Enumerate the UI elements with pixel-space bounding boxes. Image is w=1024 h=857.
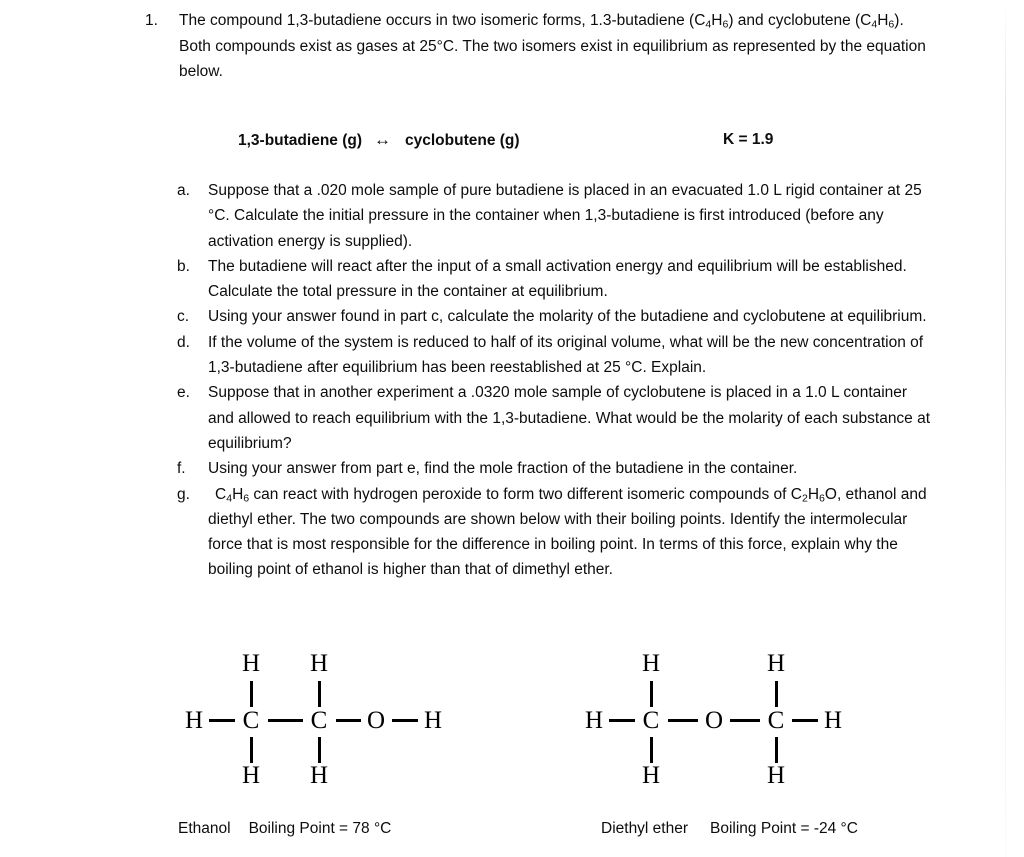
question-part-a [175, 178, 935, 254]
question-text-part-3: ). Both compounds exist as gases at 25°C. The two isomers exist in equilibrium as represented by the equation below. [179, 12, 926, 80]
atom-oxygen: O [704, 707, 724, 734]
formula-c4h6-h: H [232, 485, 244, 503]
bond-vertical-bottom-1 [650, 737, 653, 763]
part-g-text-a: can react with hydrogen peroxide to form two different isomeric compounds of C [249, 485, 802, 503]
diethyl-ether-structure-diagram [578, 645, 868, 797]
question-part-d [175, 330, 935, 381]
bond-horizontal-2 [268, 719, 303, 722]
diethyl-ether-name-label: Diethyl ether [601, 820, 689, 837]
formula-c4h6-sub6: 6 [243, 491, 250, 504]
bond-vertical-bottom-2 [318, 737, 321, 763]
part-letter: d. [177, 333, 190, 351]
molecule-captions [0, 818, 1024, 848]
bond-horizontal-4 [792, 719, 818, 722]
atom-carbon-2: C [767, 707, 785, 734]
part-letter: a. [177, 182, 190, 199]
question-1 [145, 8, 935, 85]
formula-c2h6o-h: H [807, 485, 820, 503]
part-g-text-b: , ethanol and diethyl ether. The two compounds are shown below with their boiling points. Identify the intermolecular force that is most responsible for the difference in boiling point. In terms of this force, explain why the boiling point of ethanol is higher than that of dimethyl ether. [208, 485, 927, 579]
equilibrium-arrow-icon: ↔ [374, 130, 392, 149]
question-text-h1: H [711, 12, 723, 29]
question-part-c [175, 304, 935, 329]
diethyl-ether-boiling-point: Boiling Point = -24 °C [710, 820, 858, 837]
question-number: 1. [145, 12, 158, 29]
atom-carbon-2: C [310, 707, 328, 734]
atom-hydrogen-right: H [823, 707, 843, 734]
part-text: Suppose that in another experiment a .0320 mole sample of cyclobutene is placed in a 1.0 L container and allowed to reach equilibrium with the 1,3-butadiene. What would be the molarity of each substance at equilibrium? [208, 384, 931, 452]
part-text: Suppose that a .020 mole sample of pure butadiene is placed in an evacuated 1.0 L rigid container at 25 °C. Calculate the initial pressure in the container when 1,3-butadiene is first introduced (before any activation energy is supplied). [208, 182, 922, 250]
atom-hydrogen-bottom-2: H [766, 762, 786, 789]
ethanol-structure-diagram [178, 645, 468, 797]
part-letter: e. [177, 384, 190, 402]
part-letter: c. [177, 308, 190, 326]
atom-carbon-1: C [642, 707, 660, 734]
subscript-c4: 4 [705, 18, 712, 31]
atom-hydrogen-top-2: H [309, 650, 329, 677]
bond-vertical-bottom-1 [250, 737, 253, 763]
atom-hydrogen-bottom-1: H [241, 762, 261, 789]
formula-c2h6o-sub6: 6 [819, 491, 825, 504]
question-part-e [175, 380, 935, 456]
part-letter: b. [177, 257, 190, 275]
molecular-structures [0, 645, 1024, 805]
equation-product: cyclobutene (g) [405, 132, 520, 149]
question-text-part-2: ) and cyclobutene (C [728, 12, 872, 29]
equation-reactant: 1,3-butadiene (g) [238, 132, 363, 149]
formula-c4h6-sub4: 4 [226, 491, 233, 504]
bond-horizontal-4 [392, 719, 418, 722]
formula-c4h6-c: C [215, 485, 227, 503]
equilibrium-constant: K = 1.9 [723, 131, 774, 148]
part-text: Using your answer from part e, find the mole fraction of the butadiene in the container. [208, 460, 798, 478]
question-text-part-1: The compound 1,3-butadiene occurs in two isomeric forms, 1.3-butadiene (C [179, 12, 706, 29]
ethanol-name-label: Ethanol [178, 820, 231, 837]
question-part-b [175, 254, 935, 305]
bond-horizontal-1 [609, 719, 635, 722]
part-text: The butadiene will react after the input of a small activation energy and equilibrium will be established. Calculate the total pressure in the container at equilibrium. [208, 257, 907, 301]
part-text: Using your answer found in part c, calculate the molarity of the butadiene and cyclobutene at equilibrium. [208, 308, 927, 326]
atom-hydrogen-right: H [423, 707, 443, 734]
bond-horizontal-3 [336, 719, 361, 722]
part-letter: f. [177, 460, 186, 478]
part-letter: g. [177, 485, 190, 503]
bond-vertical-top-2 [775, 681, 778, 707]
atom-carbon-1: C [242, 707, 260, 734]
atom-hydrogen-left: H [584, 707, 604, 734]
question-parts-list [175, 178, 935, 583]
subscript-h6-b: 6 [888, 18, 895, 31]
atom-hydrogen-bottom-1: H [641, 762, 661, 789]
bond-vertical-bottom-2 [775, 737, 778, 763]
atom-hydrogen-left: H [184, 707, 204, 734]
subscript-c4-b: 4 [871, 18, 878, 31]
bond-horizontal-2 [668, 719, 698, 722]
subscript-h6: 6 [722, 18, 729, 31]
question-text-h2: H [877, 12, 889, 29]
question-part-f [175, 456, 935, 481]
bond-vertical-top-1 [650, 681, 653, 707]
question-part-g [175, 482, 935, 583]
atom-hydrogen-top-2: H [766, 650, 786, 677]
ethanol-boiling-point: Boiling Point = 78 °C [248, 820, 392, 837]
part-text [208, 482, 935, 583]
ethanol-caption [178, 818, 391, 840]
formula-c2h6o-o: O [824, 485, 837, 503]
atom-hydrogen-top-1: H [641, 650, 661, 677]
diethyl-ether-caption [601, 818, 858, 840]
atom-oxygen: O [366, 707, 386, 734]
formula-c2h6o-sub2: 2 [801, 491, 808, 504]
bond-vertical-top-1 [250, 681, 253, 707]
bond-vertical-top-2 [318, 681, 321, 707]
equilibrium-equation [238, 128, 938, 153]
part-text: If the volume of the system is reduced to half of its original volume, what will be the new concentration of 1,3-butadiene after equilibrium has been reestablished at 25 °C. Explain. [208, 333, 924, 377]
question-text [179, 8, 935, 85]
bond-horizontal-1 [209, 719, 235, 722]
bond-horizontal-3 [730, 719, 760, 722]
atom-hydrogen-bottom-2: H [309, 762, 329, 789]
atom-hydrogen-top-1: H [241, 650, 261, 677]
